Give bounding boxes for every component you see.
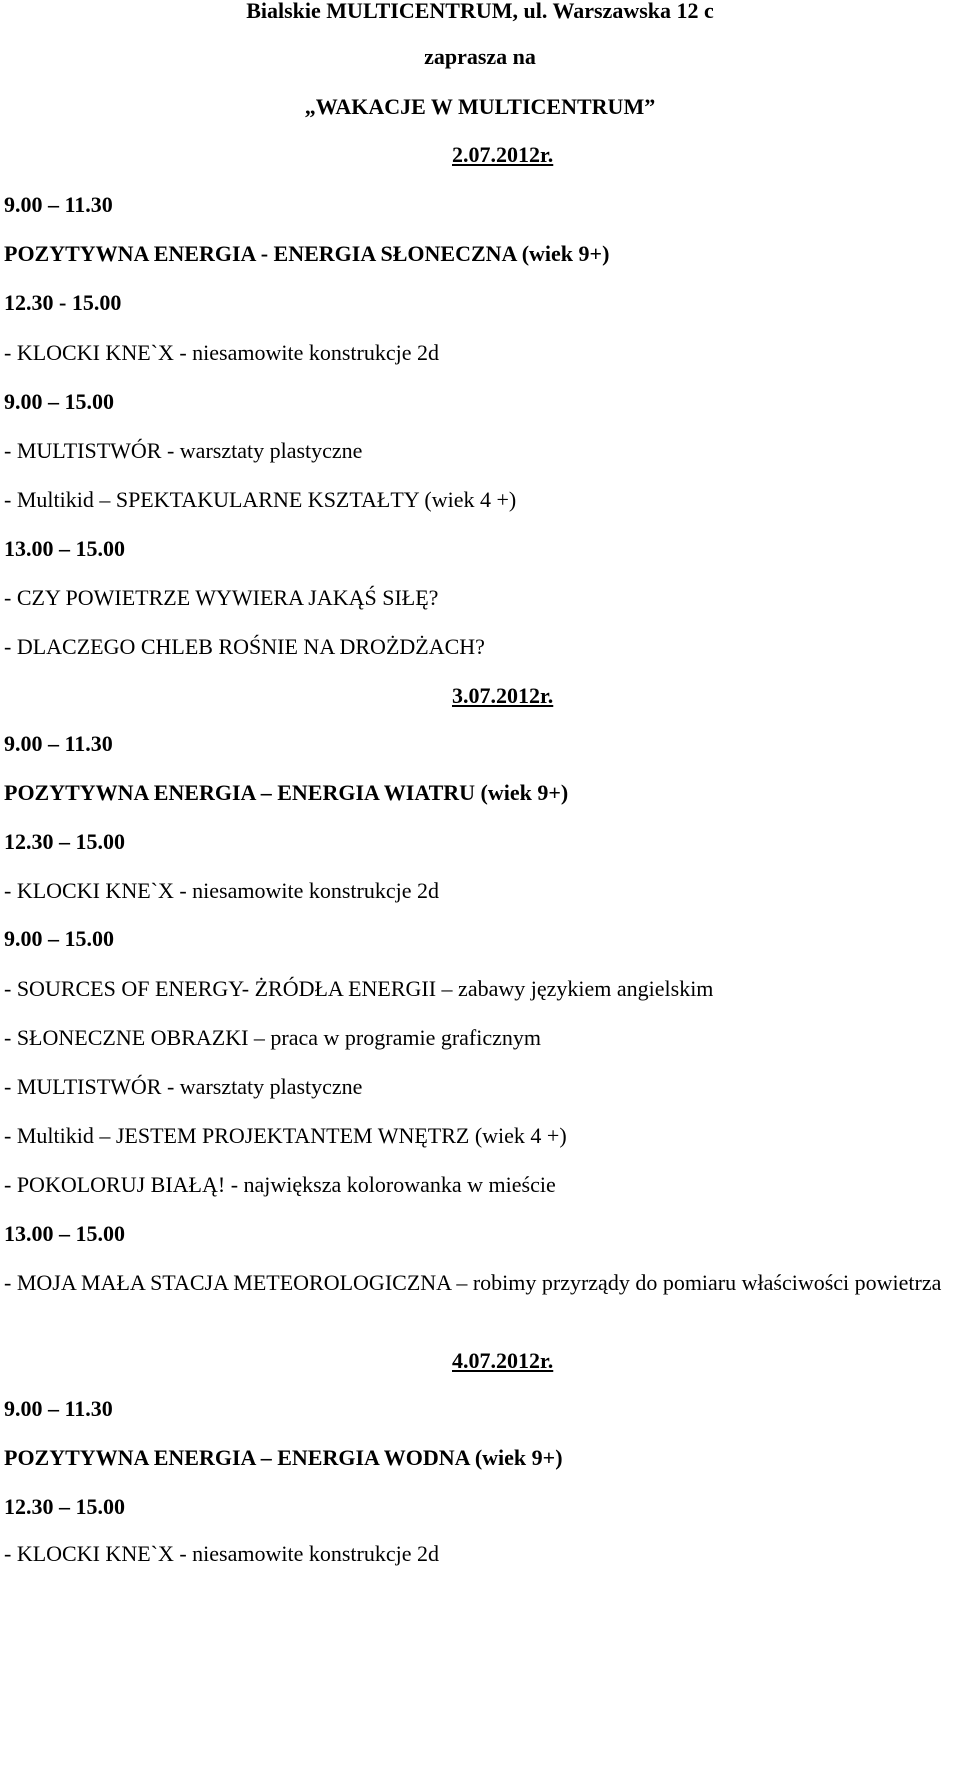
activity-line: - MOJA MAŁA STACJA METEOROLOGICZNA – robimy przyrządy do pomiaru właściwości powietrza (4, 1270, 942, 1295)
time-slot: 9.00 – 15.00 (4, 926, 114, 951)
day-date: 4.07.2012r. (452, 1348, 554, 1373)
activity-line: - Multikid – JESTEM PROJEKTANTEM WNĘTRZ (wiek 4 +) (4, 1123, 567, 1148)
time-slot: 9.00 – 11.30 (4, 731, 113, 756)
activity-line: - SOURCES OF ENERGY- ŻRÓDŁA ENERGII – zabawy językiem angielskim (4, 976, 714, 1001)
activity-line: - SŁONECZNE OBRAZKI – praca w programie graficznym (4, 1025, 542, 1050)
time-slot: 9.00 – 11.30 (4, 1396, 113, 1421)
time-slot: 13.00 – 15.00 (4, 1221, 125, 1246)
activity-line: POZYTYWNA ENERGIA - ENERGIA SŁONECZNA (wiek 9+) (4, 241, 610, 266)
day-date: 2.07.2012r. (452, 142, 554, 167)
activity-line: - CZY POWIETRZE WYWIERA JAKĄŚ SIŁĘ? (4, 585, 439, 610)
activity-line: POZYTYWNA ENERGIA – ENERGIA WODNA (wiek 9+) (4, 1445, 563, 1470)
venue-line: Bialskie MULTICENTRUM, ul. Warszawska 12 c (246, 0, 714, 23)
activity-line: - Multikid – SPEKTAKULARNE KSZTAŁTY (wiek 4 +) (4, 487, 517, 512)
activity-line: - KLOCKI KNE`X - niesamowite konstrukcje 2d (4, 1541, 440, 1566)
time-slot: 13.00 – 15.00 (4, 536, 125, 561)
time-slot: 12.30 – 15.00 (4, 829, 125, 854)
activity-line: - MULTISTWÓR - warsztaty plastyczne (4, 1074, 363, 1099)
time-slot: 12.30 – 15.00 (4, 1494, 125, 1519)
activity-line: - KLOCKI KNE`X - niesamowite konstrukcje 2d (4, 878, 440, 903)
day-date: 3.07.2012r. (452, 683, 554, 708)
activity-line: - DLACZEGO CHLEB ROŚNIE NA DROŻDŻACH? (4, 634, 485, 659)
time-slot: 12.30 - 15.00 (4, 290, 122, 315)
activity-line: - KLOCKI KNE`X - niesamowite konstrukcje 2d (4, 340, 440, 365)
activity-line: POZYTYWNA ENERGIA – ENERGIA WIATRU (wiek 9+) (4, 780, 569, 805)
activity-line: - MULTISTWÓR - warsztaty plastyczne (4, 438, 363, 463)
invite-line: zaprasza na (424, 44, 536, 69)
event-title: „WAKACJE W MULTICENTRUM” (304, 94, 656, 119)
time-slot: 9.00 – 11.30 (4, 192, 113, 217)
time-slot: 9.00 – 15.00 (4, 389, 114, 414)
activity-line: - POKOLORUJ BIAŁĄ! - największa kolorowanka w mieście (4, 1172, 556, 1197)
